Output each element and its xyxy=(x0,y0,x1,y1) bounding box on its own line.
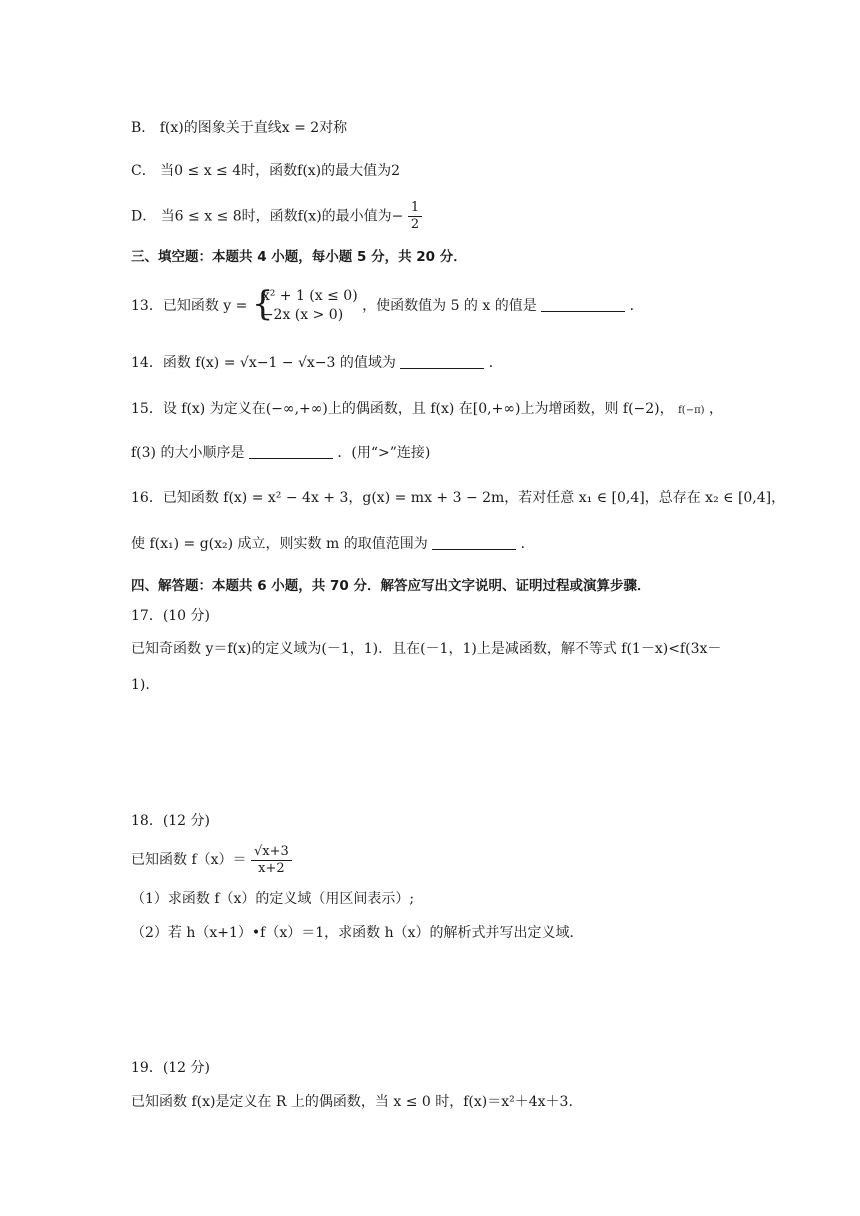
option-b xyxy=(131,117,750,139)
option-d-label: D． xyxy=(131,208,157,225)
q14-answer-blank[interactable] xyxy=(400,354,484,369)
q18-header: 18．(12 分) xyxy=(131,813,211,829)
q19-line-1: 已知函数 f(x)是定义在 R 上的偶函数，当 x ≤ 0 时，f(x)＝x²＋4x＋3. xyxy=(131,1094,573,1110)
q13-answer-blank[interactable] xyxy=(541,297,625,312)
q13-case-2: −2x (x > 0) xyxy=(261,307,344,323)
q15-answer-blank[interactable] xyxy=(249,444,333,459)
q13-prefix: 13．已知函数 y = xyxy=(131,298,248,314)
brace-icon: { xyxy=(251,284,274,324)
q18-def-prefix: 已知函数 f（x）＝ xyxy=(131,852,247,868)
fraction-numerator: 1 xyxy=(408,200,422,217)
q14-end: ． xyxy=(488,355,503,371)
section-4-heading: 四、解答题：本题共 6 小题，共 70 分．解答应写出文字说明、证明过程或演算步骤． xyxy=(131,578,651,594)
question-13 xyxy=(131,286,750,326)
q14-text: 14．函数 f(x) = √x−1 − √x−3 的值域为 xyxy=(131,355,396,371)
q13-suffix: ，使函数值为 5 的 x 的值是 xyxy=(362,298,537,314)
q18-fraction-numerator: √x+3 xyxy=(251,844,292,861)
q13-case-1: x² + 1 (x ≤ 0) xyxy=(261,288,358,304)
q19-header: 19．(12 分) xyxy=(131,1060,211,1076)
q15-line-2-end: ．(用“>”连接) xyxy=(337,445,431,461)
q16-line-2-end: ． xyxy=(520,536,535,552)
q18-fraction xyxy=(251,844,292,877)
q17-header: 17．(10 分) xyxy=(131,608,211,624)
q18-fraction-denominator: x+2 xyxy=(258,860,285,876)
q16-answer-blank[interactable] xyxy=(432,535,516,550)
option-d-fraction xyxy=(408,200,422,233)
q15-line-1-end: ， xyxy=(709,401,724,417)
section-3-heading: 三、填空题：本题共 4 小题，每小题 5 分，共 20 分． xyxy=(131,249,467,265)
option-d-text: 当6 ≤ x ≤ 8时，函数f(x)的最小值为− xyxy=(160,208,404,225)
q13-end: ． xyxy=(629,298,644,314)
q13-piecewise xyxy=(251,284,358,325)
q18-part-1: （1）求函数 f（x）的定义域（用区间表示）; xyxy=(131,891,415,907)
q16-line-2-start: 使 f(x₁) = g(x₂) 成立，则实数 m 的取值范围为 xyxy=(131,536,428,552)
option-c-label: C． xyxy=(131,163,156,179)
q15-line-2-start: f(3) 的大小顺序是 xyxy=(131,445,245,461)
question-16-line-1: 16．已知函数 f(x) = x² − 4x + 3，g(x) = mx + 3 − 2m，若对任意 x₁ ∈ [0,4]，总存在 x₂ ∈ [0,4]， xyxy=(131,490,786,506)
option-b-label: B． xyxy=(131,120,156,136)
q15-small-term: f(−π) xyxy=(678,405,705,416)
question-15-line-1 xyxy=(131,398,750,422)
q15-line-1: 15．设 f(x) 为定义在(−∞,+∞)上的偶函数，且 f(x) 在[0,+∞)上为增函数，则 f(−2)， xyxy=(131,401,674,417)
option-c-text: 当0 ≤ x ≤ 4时，函数f(x)的最大值为2 xyxy=(160,163,401,179)
question-14 xyxy=(131,352,750,374)
q17-line-2: 1). xyxy=(131,677,150,693)
question-16-line-2 xyxy=(131,533,750,555)
option-b-text: f(x)的图象关于直线x = 2对称 xyxy=(159,120,348,136)
question-15-line-2 xyxy=(131,442,750,464)
fraction-denominator: 2 xyxy=(410,217,420,232)
option-c xyxy=(131,160,750,182)
option-d xyxy=(131,200,750,233)
q17-line-1: 已知奇函数 y＝f(x)的定义域为(－1，1)．且在(－1，1)上是减函数，解不等式 f(1－x)<f(3x－ xyxy=(131,641,722,657)
q18-definition xyxy=(131,840,750,880)
q18-part-2: （2）若 h（x+1）•f（x）＝1，求函数 h（x）的解析式并写出定义域. xyxy=(131,925,574,941)
